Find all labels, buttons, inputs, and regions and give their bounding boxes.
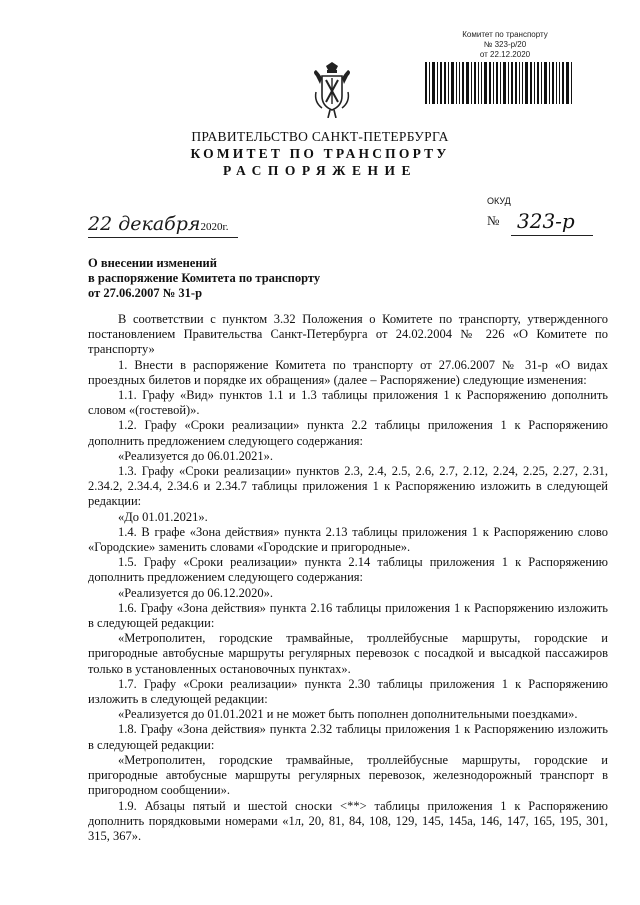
- stamp-line-3: от 22.12.2020: [479, 50, 531, 59]
- barcode-bar: [552, 62, 554, 104]
- body-paragraph: «Метрополитен, городские трамвайные, троллейбусные маршруты, городские и пригородные автобусные маршруты регулярных перевозок с посадкой и высадкой пассажиров только в установленных остановочных пунктах».: [88, 631, 608, 676]
- number-underline: [511, 235, 593, 236]
- body-paragraph: 1.7. Графу «Сроки реализации» пункта 2.30 таблицы приложения 1 к Распоряжению изложить в следующей редакции:: [88, 676, 608, 707]
- barcode-bar: [432, 62, 435, 104]
- barcode-bar: [559, 62, 560, 104]
- barcode-bar: [541, 62, 542, 104]
- barcode-bar: [444, 62, 446, 104]
- government-name: ПРАВИТЕЛЬСТВО САНКТ-ПЕТЕРБУРГА: [191, 129, 449, 144]
- subject-line-1: О внесении изменений: [88, 256, 217, 270]
- subject-line-3: от 27.06.2007 № 31-р: [88, 286, 203, 300]
- barcode-bar: [522, 62, 523, 104]
- document-type: РАСПОРЯЖЕНИЕ: [222, 163, 418, 178]
- document-header: [0, 128, 640, 179]
- barcode-bar: [537, 62, 539, 104]
- body-paragraph: «Реализуется до 06.12.2020».: [118, 585, 274, 600]
- body-paragraph: 1.4. В графе «Зона действия» пункта 2.13 таблицы приложения 1 к Распоряжению слово «Городские» заменить словами «Городские и пригородные».: [88, 524, 608, 555]
- barcode-bar: [549, 62, 550, 104]
- stamp-line-1: Комитет по транспорту: [462, 30, 548, 39]
- barcode-bar: [481, 62, 482, 104]
- barcode-bar: [508, 62, 509, 104]
- body-paragraph: «До 01.01.2021».: [118, 509, 208, 524]
- barcode-bar: [489, 62, 491, 104]
- committee-name: КОМИТЕТ ПО ТРАНСПОРТУ: [190, 146, 450, 161]
- barcode-bar: [459, 62, 460, 104]
- barcode-bar: [525, 62, 528, 104]
- barcode-bar: [530, 62, 532, 104]
- date-handwritten: 22 декабря: [88, 213, 201, 235]
- barcode-bar: [519, 62, 520, 104]
- barcode-bar: [496, 62, 498, 104]
- body-paragraph: «Метрополитен, городские трамвайные, троллейбусные маршруты, городские и пригородные автобусные маршруты регулярных перевозок, железнодорожный транспорт в пригородном сообщении».: [88, 752, 608, 798]
- barcode-bar: [478, 62, 479, 104]
- body-paragraph: 1.1. Графу «Вид» пунктов 1.1 и 1.3 таблицы приложения 1 к Распоряжению дополнить словом «(гостевой)».: [88, 388, 608, 418]
- barcode-bar: [571, 62, 572, 104]
- body-paragraph: 1.5. Графу «Сроки реализации» пункта 2.14 таблицы приложения 1 к Распоряжению дополнить предложением следующего содержания:: [88, 555, 608, 585]
- barcode-bar: [484, 62, 487, 104]
- barcode-bar: [556, 62, 557, 104]
- registration-stamp: [430, 30, 580, 60]
- barcode-bar: [437, 62, 438, 104]
- document-body: [88, 312, 608, 844]
- barcode-bar: [429, 62, 430, 104]
- barcode-bar: [448, 62, 449, 104]
- number-prefix: №: [487, 213, 500, 228]
- subject-line-2: в распоряжение Комитета по транспорту: [88, 271, 321, 285]
- document-number: [487, 209, 597, 241]
- stamp-line-2: № 323-р/20: [483, 40, 527, 49]
- coat-of-arms-icon: [312, 62, 352, 118]
- barcode-bar: [566, 62, 569, 104]
- barcode-bar: [493, 62, 494, 104]
- body-paragraph: «Реализуется до 01.01.2021 и не может быть пополнен дополнительными поездками».: [118, 707, 578, 722]
- barcode-bar: [462, 62, 464, 104]
- date-year: 2020: [200, 221, 223, 233]
- barcode-bar: [451, 62, 454, 104]
- body-paragraph: 1.8. Графу «Зона действия» пункта 2.32 таблицы приложения 1 к Распоряжению изложить в следующей редакции:: [88, 722, 608, 752]
- date-suffix: г.: [222, 221, 229, 233]
- barcode-bar: [544, 62, 547, 104]
- barcode-bar: [474, 62, 476, 104]
- barcode-bar: [503, 62, 506, 104]
- barcode-bar: [440, 62, 442, 104]
- body-paragraph: «Реализуется до 06.01.2021».: [118, 448, 274, 463]
- body-paragraph: 1.6. Графу «Зона действия» пункта 2.16 таблицы приложения 1 к Распоряжению изложить в следующей редакции:: [88, 600, 608, 631]
- barcode-bar: [466, 62, 469, 104]
- barcode-bar: [456, 62, 457, 104]
- barcode-bar: [562, 62, 564, 104]
- body-paragraph: В соответствии с пунктом 3.32 Положения о Комитете по транспорту, утвержденного постановлением Правительства Санкт-Петербурга от 24.02.2004 № 226 «О Комитете по транспорту»: [88, 312, 608, 357]
- body-paragraph: 1.9. Абзацы пятый и шестой сноски <**> таблицы приложения 1 к Распоряжению дополнить порядковыми номерами «1л, 20, 81, 84, 108, 129, 145, 145а, 146, 147, 165, 195, 301, 315, 367».: [88, 798, 608, 843]
- okud-label: ОКУД: [487, 196, 511, 206]
- document-subject: [88, 256, 408, 301]
- barcode: [425, 62, 577, 104]
- body-paragraph: 1.3. Графу «Сроки реализации» пунктов 2.3, 2.4, 2.5, 2.6, 2.7, 2.12, 2.24, 2.25, 2.27, 2.31, 2.34.2, 2.34.4, 2.34.6 и 2.34.7 таблицы приложения 1 к Распоряжению изложить в следующей редакции:: [88, 464, 608, 509]
- number-handwritten: 323-р: [517, 209, 575, 233]
- barcode-bar: [515, 62, 517, 104]
- barcode-bar: [500, 62, 501, 104]
- body-paragraph: 1. Внести в распоряжение Комитета по транспорту от 27.06.2007 № 31-р «О видах проездных билетов и порядке их обращения» (далее – Распоряжение) следующие изменения:: [88, 357, 608, 387]
- barcode-bar: [511, 62, 513, 104]
- document-date: [88, 213, 248, 241]
- barcode-bar: [534, 62, 535, 104]
- body-paragraph: 1.2. Графу «Сроки реализации» пункта 2.2 таблицы приложения 1 к Распоряжению дополнить предложением следующего содержания:: [88, 418, 608, 448]
- barcode-bar: [471, 62, 472, 104]
- date-underline: [88, 237, 238, 238]
- barcode-bar: [425, 62, 427, 104]
